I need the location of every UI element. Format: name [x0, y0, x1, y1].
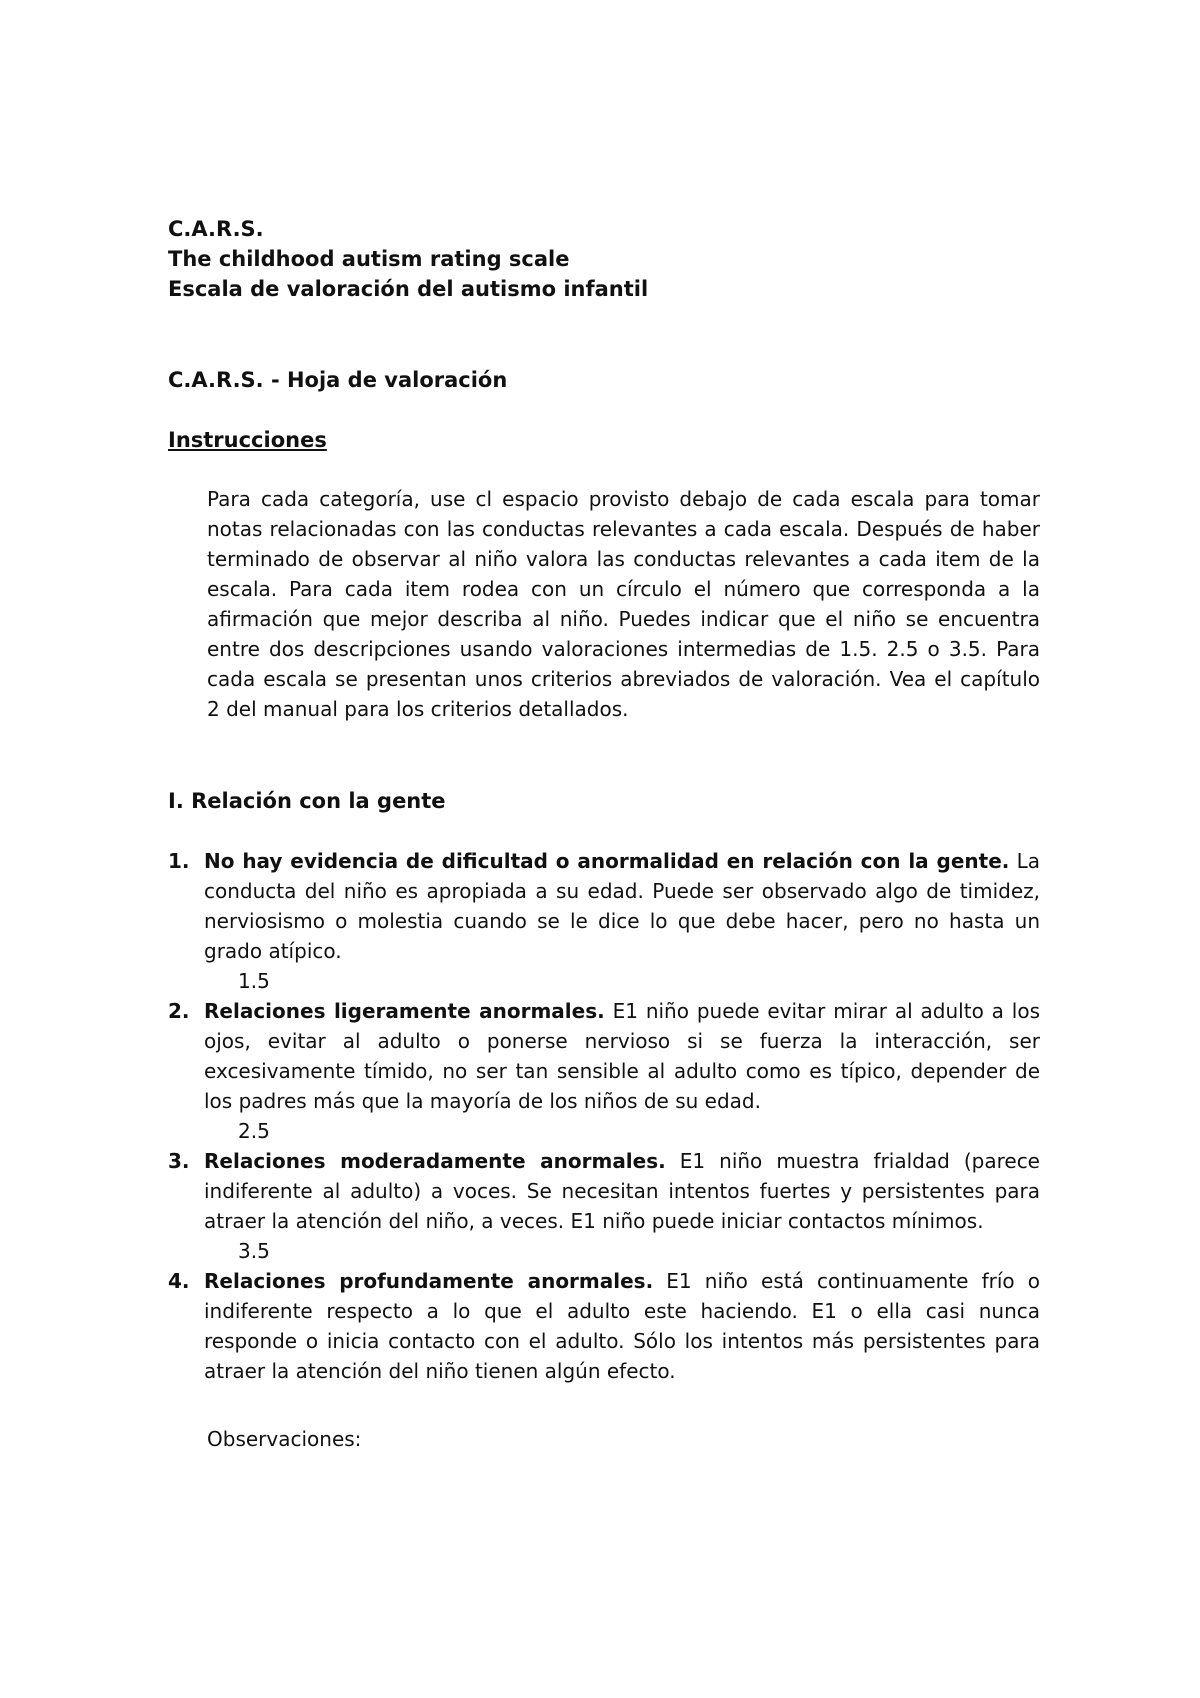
rating-item-3 — [168, 1146, 1040, 1236]
rating-item-4 — [168, 1266, 1040, 1386]
item-number: 2. — [168, 999, 190, 1023]
item-number: 3. — [168, 1149, 190, 1173]
item-description: E1 niño muestra frialdad (parece indiferente al adulto) a voces. Se necesitan intentos fuertes y persistentes para atraer la atención del niño, a veces. E1 niño puede iniciar contactos mínimos. — [204, 1149, 1040, 1233]
intermediate-score: 1.5 — [238, 969, 270, 993]
observations-label: Observaciones: — [207, 1427, 362, 1451]
section-heading: I. Relación con la gente — [168, 789, 446, 813]
sheet-title: C.A.R.S. - Hoja de valoración — [168, 368, 508, 392]
item-lead: No hay evidencia de dificultad o anormalidad en relación con la gente. — [204, 849, 1010, 873]
item-lead: Relaciones profundamente anormales. — [204, 1269, 654, 1293]
item-number: 1. — [168, 849, 190, 873]
rating-item-2 — [168, 996, 1040, 1116]
item-description: E1 niño puede evitar mirar al adulto a los ojos, evitar al adulto o ponerse nervioso si se fuerza la interacción, ser excesivamente tímido, no ser tan sensible al adulto como es típico, depender de los padres más que la mayoría de los niños de su edad. — [204, 999, 1040, 1113]
rating-items-list — [168, 846, 1040, 1386]
scale-acronym: C.A.R.S. — [168, 217, 264, 241]
item-description: E1 niño está continuamente frío o indiferente respecto a lo que el adulto este haciendo. E1 o ella casi nunca responde o inicia contacto con el adulto. Sólo los intentos más persistentes para atraer la atención del niño tienen algún efecto. — [204, 1269, 1040, 1383]
item-number: 4. — [168, 1269, 190, 1293]
instructions-text: Para cada categoría, use cl espacio provisto debajo de cada escala para tomar notas relacionadas con las conductas relevantes a cada escala. Después de haber terminado de observar al niño valora las conductas relevantes a cada item de la escala. Para cada item rodea con un círculo el número que corresponda a la afirmación que mejor describa al niño. Puedes indicar que el niño se encuentra entre dos descripciones usando valoraciones intermedias de 1.5. 2.5 o 3.5. Para cada escala se presentan unos criterios abreviados de valoración. Vea el capítulo 2 del manual para los criterios detallados. — [207, 487, 1040, 721]
intermediate-score: 2.5 — [238, 1119, 270, 1143]
instructions-heading: Instrucciones — [168, 428, 327, 452]
scale-title-english: The childhood autism rating scale — [168, 247, 570, 271]
rating-item-1 — [168, 846, 1040, 966]
document-title-block — [168, 214, 648, 304]
scale-title-spanish: Escala de valoración del autismo infantil — [168, 277, 649, 301]
intermediate-score: 3.5 — [238, 1239, 270, 1263]
item-lead: Relaciones moderadamente anormales. — [204, 1149, 666, 1173]
item-lead: Relaciones ligeramente anormales. — [204, 999, 605, 1023]
item-description: La conducta del niño es apropiada a su edad. Puede ser observado algo de timidez, nerviosismo o molestia cuando se le dice lo que debe hacer, pero no hasta un grado atípico. — [204, 849, 1040, 963]
